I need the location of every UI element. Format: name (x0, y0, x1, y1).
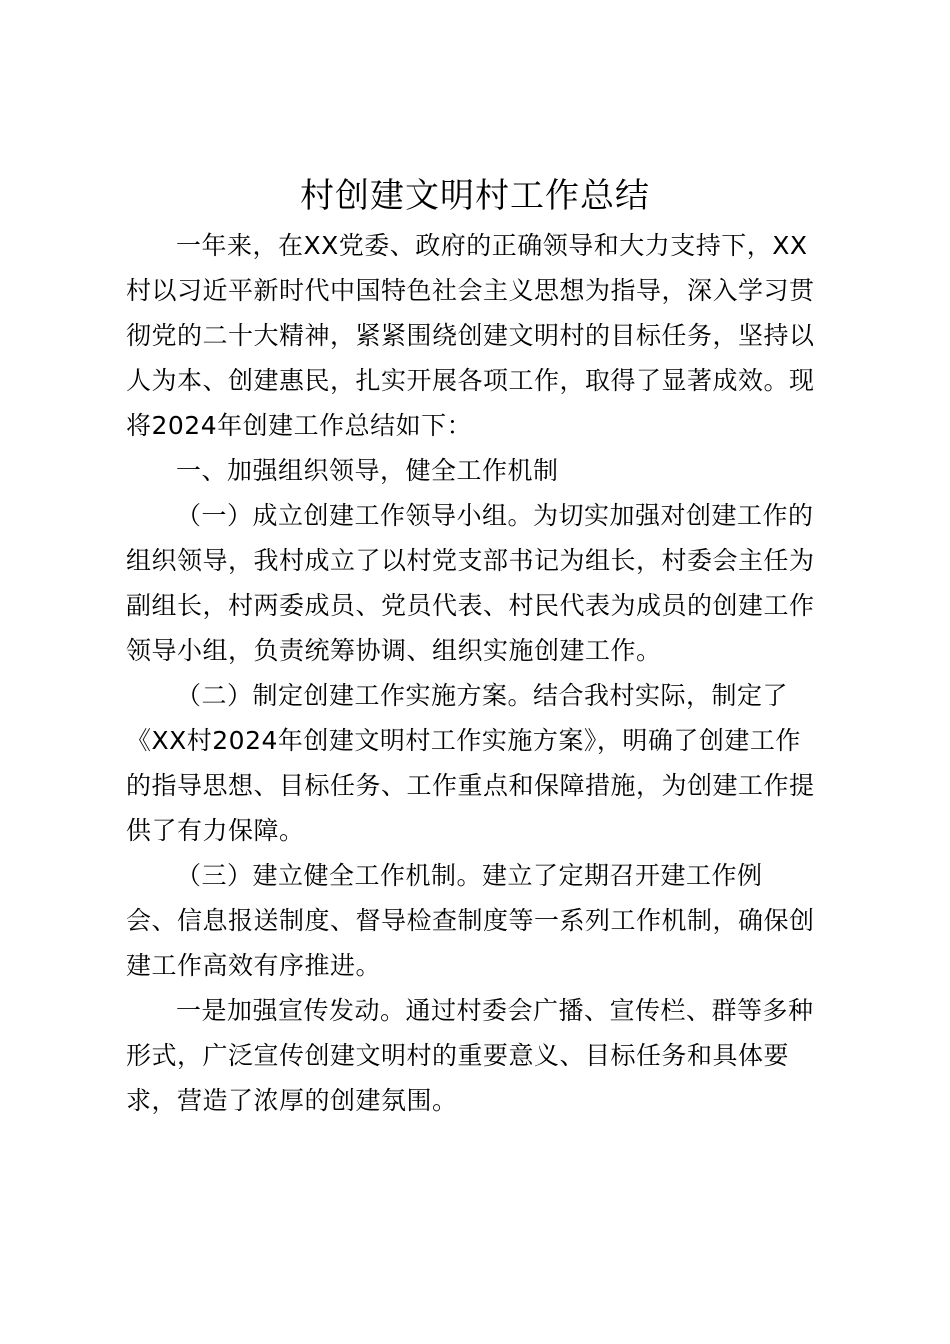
paragraph-line: 会、信息报送制度、督导检查制度等一系列工作机制，确保创 (126, 906, 815, 935)
section-heading: 一、加强组织领导，健全工作机制 (176, 456, 559, 485)
paragraph-line: 求，营造了浓厚的创建氛围。 (126, 1086, 458, 1115)
paragraph-line: 的指导思想、目标任务、工作重点和保障措施，为创建工作提 (126, 771, 815, 800)
paragraph-line: 人为本、创建惠民，扎实开展各项工作，取得了显著成效。现 (126, 366, 815, 395)
paragraph-line: 村以习近平新时代中国特色社会主义思想为指导，深入学习贯 (126, 276, 815, 305)
paragraph-line: 《XX村2024年创建文明村工作实施方案》，明确了创建工作 (126, 726, 801, 755)
paragraph-line: 一是加强宣传发动。通过村委会广播、宣传栏、群等多种 (176, 996, 814, 1025)
paragraph-line: 形式，广泛宣传创建文明村的重要意义、目标任务和具体要 (126, 1041, 790, 1070)
paragraph-line: 建工作高效有序推进。 (126, 951, 382, 980)
paragraph-line: 将2024年创建工作总结如下： (126, 411, 473, 440)
paragraph-line: （一）成立创建工作领导小组。为切实加强对创建工作的 (176, 501, 814, 530)
paragraph-line: （二）制定创建工作实施方案。结合我村实际，制定了 (176, 681, 789, 710)
document-title: 村创建文明村工作总结 (300, 176, 650, 216)
paragraph-line: 一年来，在XX党委、政府的正确领导和大力支持下，XX (176, 231, 808, 260)
paragraph-line: 领导小组，负责统筹协调、组织实施创建工作。 (126, 636, 662, 665)
paragraph-line: 组织领导，我村成立了以村党支部书记为组长，村委会主任为 (126, 546, 815, 575)
paragraph-line: （三）建立健全工作机制。建立了定期召开建工作例 (176, 861, 763, 890)
paragraph-line: 副组长，村两委成员、党员代表、村民代表为成员的创建工作 (126, 591, 815, 620)
paragraph-line: 彻党的二十大精神，紧紧围绕创建文明村的目标任务，坚持以 (126, 321, 815, 350)
paragraph-line: 供了有力保障。 (126, 816, 305, 845)
